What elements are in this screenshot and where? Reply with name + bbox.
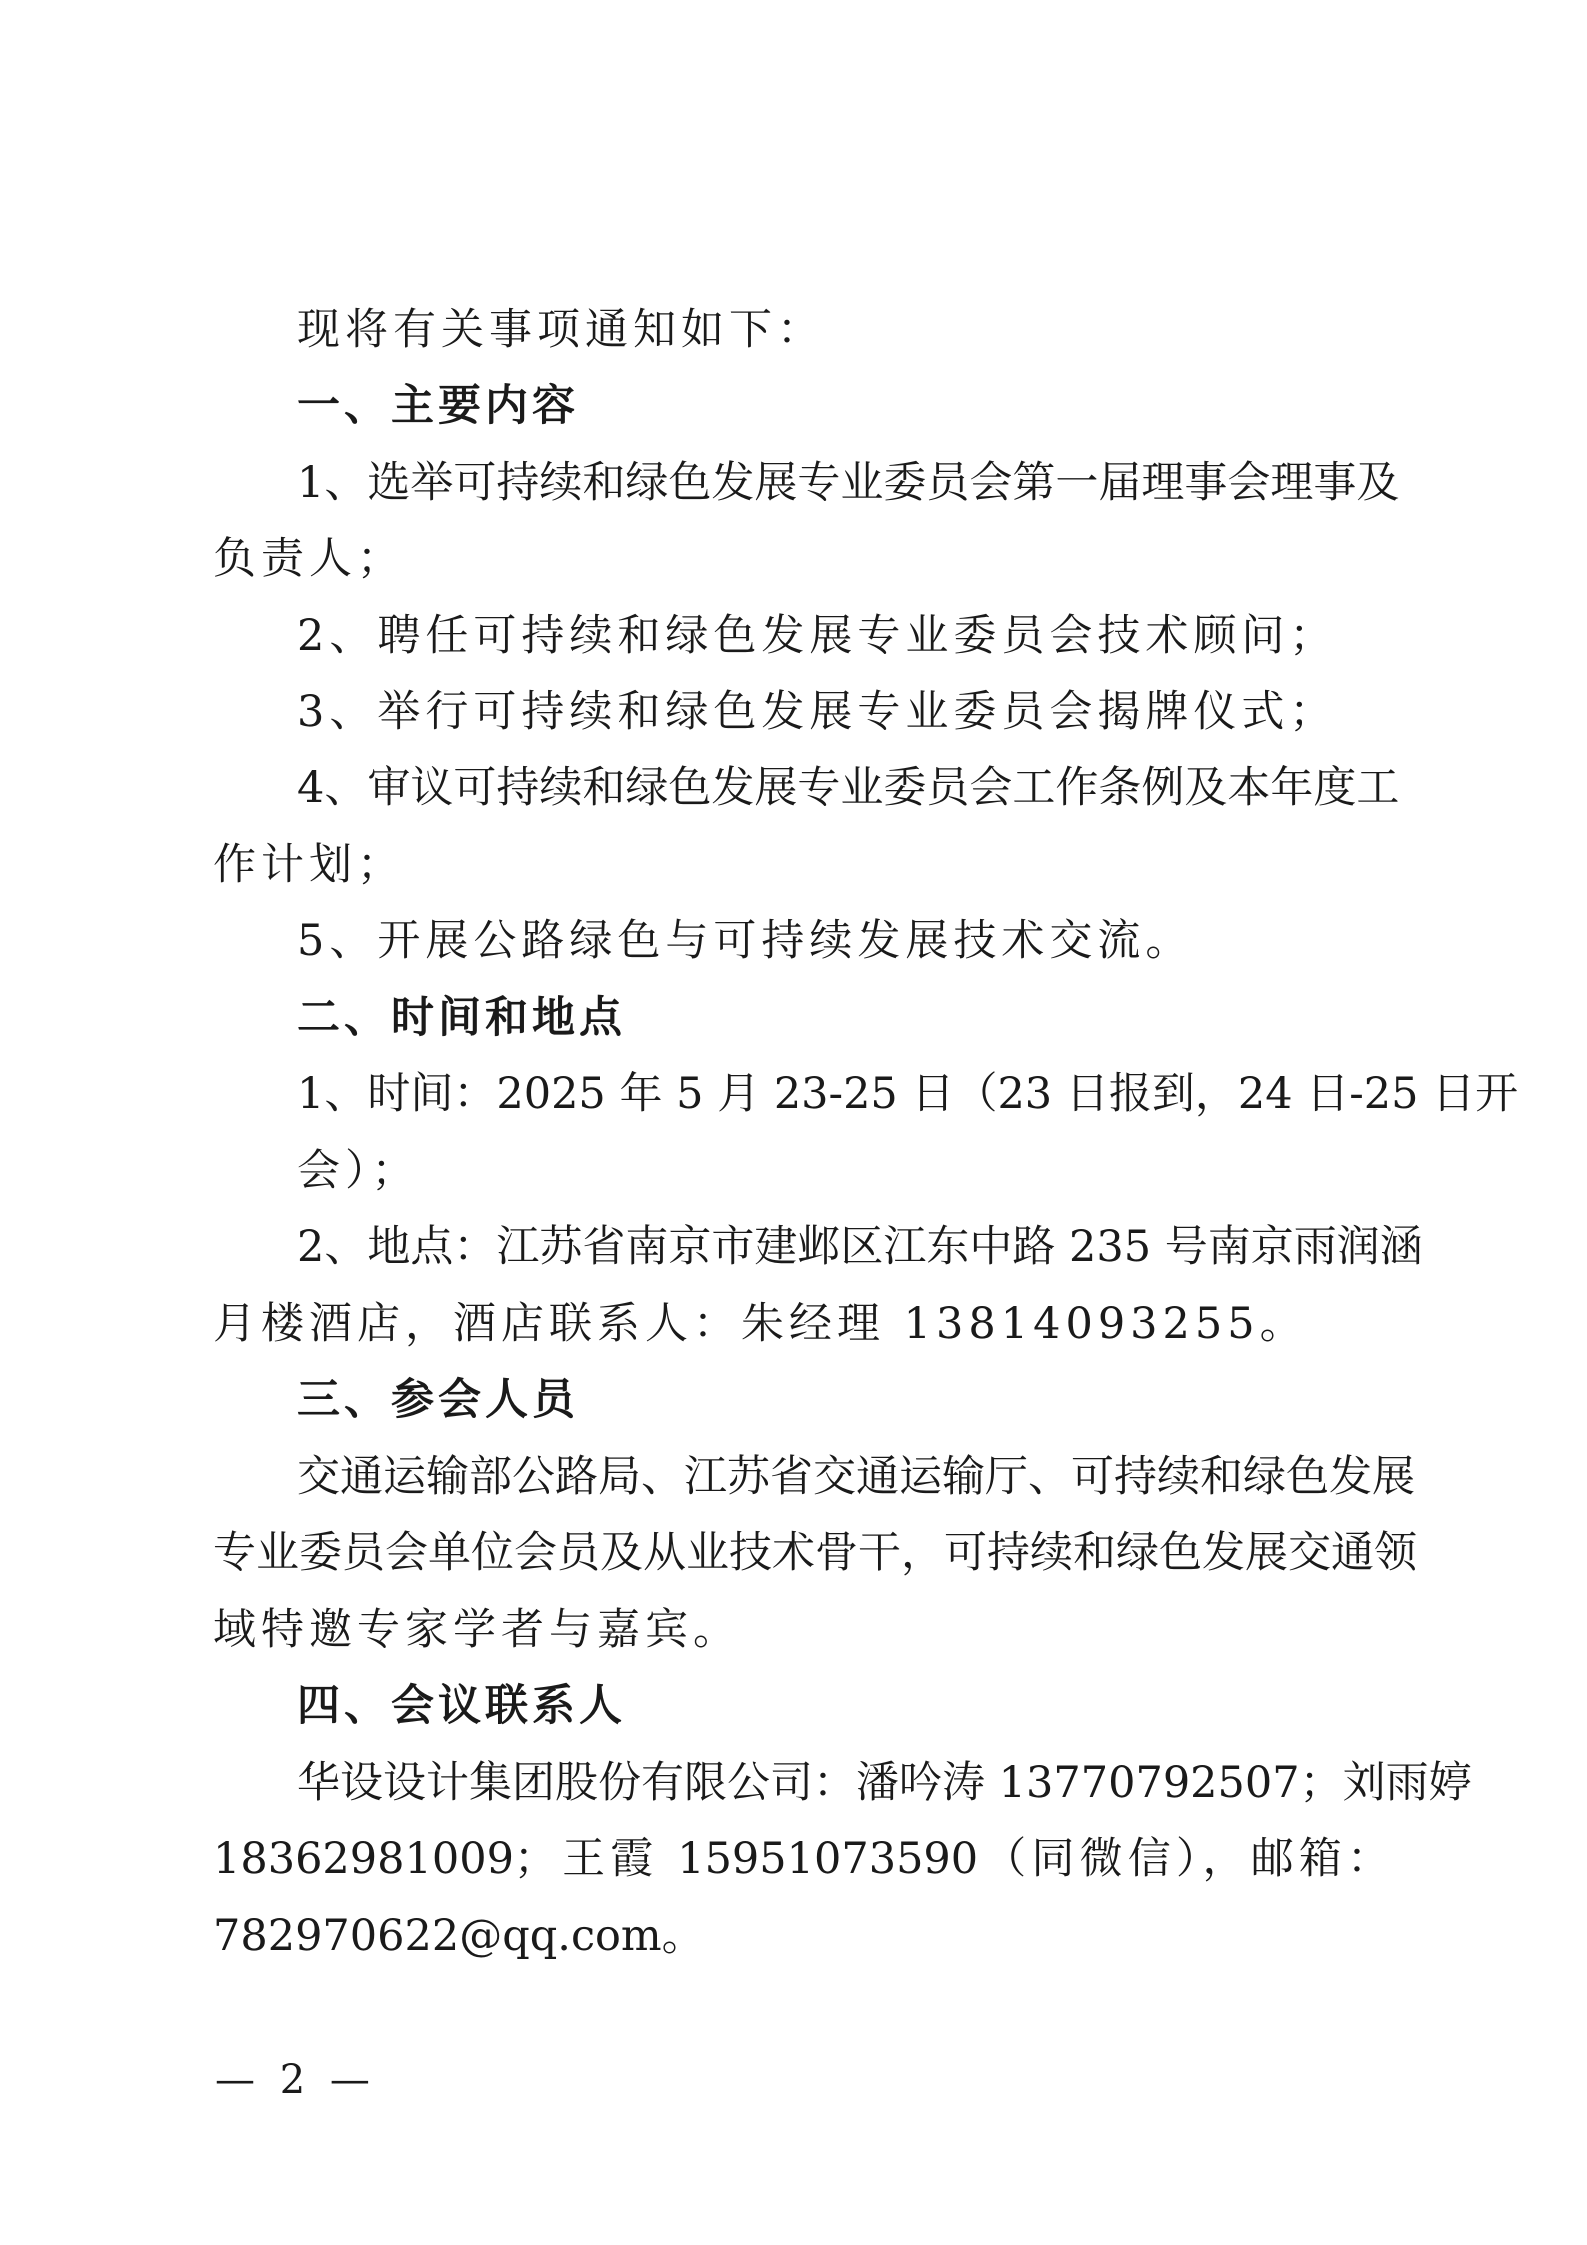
section3-line1: 交通运输部公路局、江苏省交通运输厅、可持续和绿色发展: [297, 1452, 1415, 1502]
section3-heading: 三、参会人员: [297, 1375, 579, 1425]
section3-line3: 域特邀专家学者与嘉宾。: [213, 1605, 741, 1655]
section1-item5: 5、开展公路绿色与可持续发展技术交流。: [297, 916, 1194, 966]
section3-line2: 专业委员会单位会员及从业技术骨干，可持续和绿色发展交通领: [213, 1528, 1417, 1578]
section2-place-line1: 2、地点：江苏省南京市建邺区江东中路 235 号南京雨润涵: [297, 1222, 1423, 1272]
section4-heading: 四、会议联系人: [297, 1681, 626, 1731]
section1-heading: 一、主要内容: [297, 381, 579, 431]
section1-item1-line1: 1、选举可持续和绿色发展专业委员会第一届理事会理事及: [297, 458, 1400, 508]
section1-item2: 2、聘任可持续和绿色发展专业委员会技术顾问；: [297, 611, 1338, 661]
section2-heading: 二、时间和地点: [297, 993, 626, 1043]
section2-place-line2: 月楼酒店，酒店联系人：朱经理 13814093255。: [213, 1299, 1308, 1349]
section1-item4-line2: 作计划；: [213, 840, 405, 890]
intro-line: 现将有关事项通知如下：: [297, 305, 825, 355]
section1-item3: 3、举行可持续和绿色发展专业委员会揭牌仪式；: [297, 687, 1338, 737]
section1-item4-line1: 4、审议可持续和绿色发展专业委员会工作条例及本年度工: [297, 763, 1400, 813]
section4-line3: 782970622@qq.com。: [213, 1911, 705, 1961]
page-number: — 2 —: [215, 2057, 376, 2103]
section2-time-line2: 会）；: [297, 1146, 420, 1196]
section4-line2: 18362981009；王霞 15951073590（同微信），邮箱：: [213, 1834, 1390, 1884]
section1-item1-line2: 负责人；: [213, 534, 405, 584]
section2-time-line1: 1、时间：2025 年 5 月 23-25 日（23 日报到，24 日-25 日开: [297, 1069, 1519, 1119]
section4-line1: 华设设计集团股份有限公司：潘吟涛 13770792507；刘雨婷: [297, 1758, 1472, 1808]
